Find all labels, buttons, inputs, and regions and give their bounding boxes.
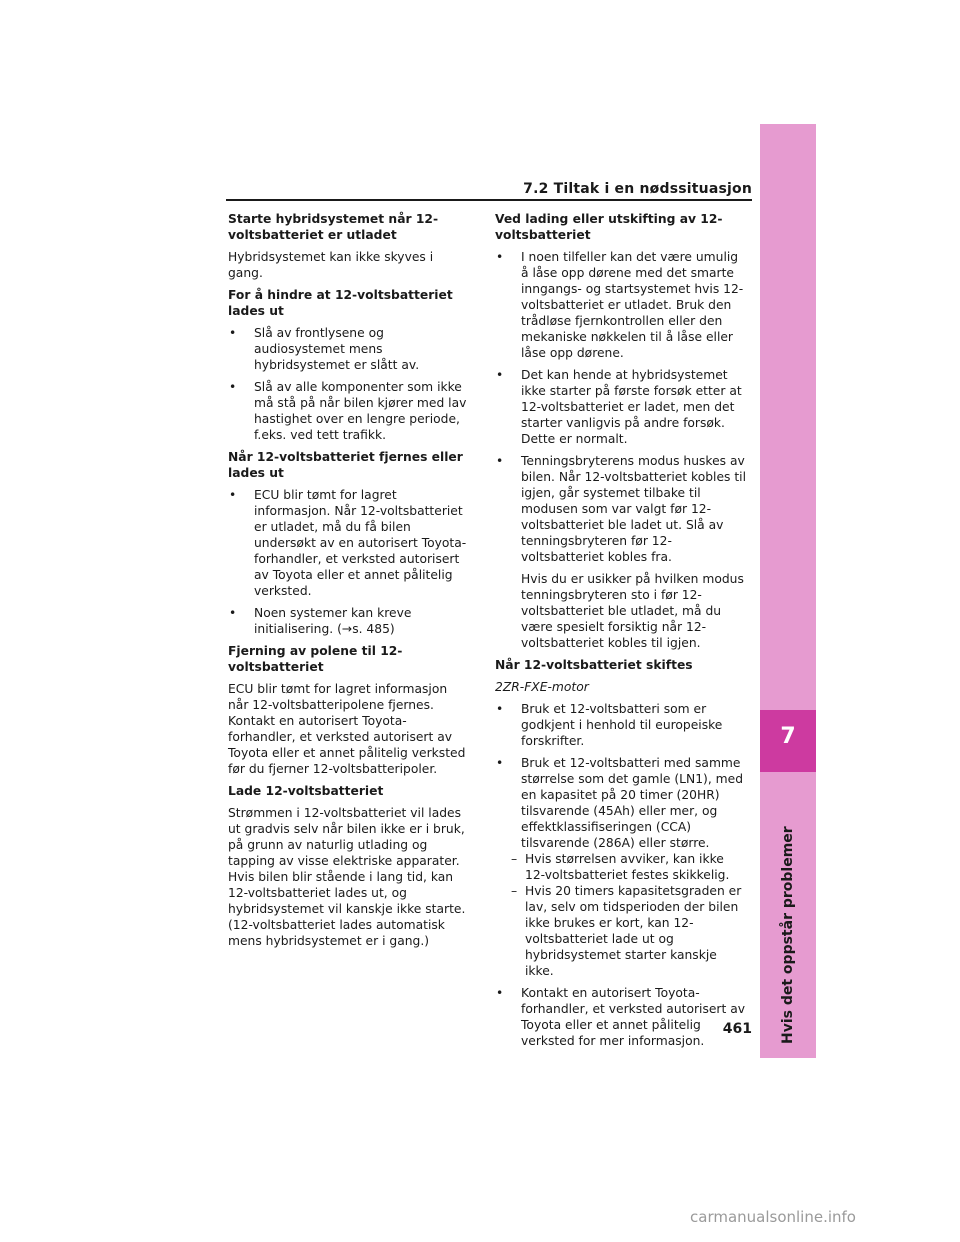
list-item: • ECU blir tømt for lagret informasjon. Når 12-voltsbatteriet er utladet, må du få bilen undersøkt av en autorisert Toyota-forhandler, et verksted autorisert av Toyota eller et annet pålitelig verksted.: [228, 487, 468, 599]
page-number: 461: [722, 1021, 752, 1037]
watermark: carmanualsonline.info: [690, 1208, 856, 1226]
heading-charging-replacing: Ved lading eller utskifting av 12-voltsbatteriet: [495, 212, 723, 242]
list-item: • I noen tilfeller kan det være umulig å låse opp dørene med det smarte inngangs- og startsystemet hvis 12-voltsbatteriet er utladet. Bruk den trådløse fjernkontrollen eller den mekaniske nøkkelen til å låse eller låse opp dørene.: [495, 249, 747, 361]
chapter-number: 7: [780, 724, 796, 749]
dash-list: [511, 851, 747, 979]
list-item: • Slå av frontlysene og audiosystemet mens hybridsystemet er slått av.: [228, 325, 468, 373]
engine-subheading: 2ZR-FXE-motor: [495, 680, 589, 694]
paragraph: Hybridsystemet kan ikke skyves i gang.: [228, 250, 434, 280]
heading-start-hybrid: Starte hybridsystemet når 12-voltsbatteriet er utladet: [228, 212, 439, 242]
section-header-title: 7.2 Tiltak i en nødssituasjon: [523, 181, 752, 197]
list-item: [495, 453, 747, 651]
heading-battery-removed: Når 12-voltsbatteriet fjernes eller lades ut: [228, 450, 463, 480]
heading-prevent-discharge: For å hindre at 12-voltsbatteriet lades ut: [228, 288, 453, 318]
heading-battery-replaced: Når 12-voltsbatteriet skiftes: [495, 658, 693, 672]
heading-remove-terminals: Fjerning av polene til 12-voltsbatteriet: [228, 644, 403, 674]
chapter-title: Hvis det oppstår problemer: [780, 826, 796, 1044]
bullet-list: [495, 249, 747, 651]
bullet-list: [228, 325, 468, 443]
list-item: [495, 755, 747, 979]
list-item: • Kontakt en autorisert Toyota-forhandler, et verksted autorisert av Toyota eller et annet pålitelig verksted for mer informasjon.: [495, 985, 747, 1049]
paragraph: Strømmen i 12-voltsbatteriet vil lades ut gradvis selv når bilen ikke er i bruk, på grunn av naturlig utlading og tapping av visse elektriske apparater. Hvis bilen blir stående i lang tid, kan 12-voltsbatteriet lades ut, og hybridsystemet vil kanskje ikke starte. (12-voltsbatteriet lades automatisk mens hybridsystemet er i gang.): [228, 806, 466, 948]
bullet-list: [495, 701, 747, 1049]
list-item: • Bruk et 12-voltsbatteri som er godkjent i henhold til europeiske forskrifter.: [495, 701, 747, 749]
header-divider: [226, 199, 752, 201]
list-item: • Det kan hende at hybridsystemet ikke starter på første forsøk etter at 12-voltsbatteriet er ladet, men det starter vanligvis på andre forsøk. Dette er normalt.: [495, 367, 747, 447]
heading-charge-battery: Lade 12-voltsbatteriet: [228, 784, 384, 798]
list-item-text: Tenningsbryterens modus huskes av bilen. Når 12-voltsbatteriet kobles til igjen, går systemet tilbake til modusen som var valgt før 12-voltsbatteriet ble ladet ut. Slå av tenningsbryteren før 12-voltsbatteriet kobles fra.: [521, 454, 746, 564]
bullet-list: [228, 487, 468, 637]
list-item-subparagraph: Hvis du er usikker på hvilken modus tenningsbryteren sto i før 12-voltsbatteriet ble utladet, må du være spesielt forsiktig når 12-voltsbatteriet kobles til igjen.: [521, 572, 744, 650]
left-column: [228, 211, 468, 955]
right-column: [495, 211, 747, 1055]
dash-item: – Hvis 20 timers kapasitetsgraden er lav, selv om tidsperioden der bilen ikke brukes er kort, kan 12-voltsbatteriet lade ut og hybridsystemet starter kanskje ikke.: [511, 883, 747, 979]
list-item: • Slå av alle komponenter som ikke må stå på når bilen kjører med lav hastighet over en lengre periode, f.eks. ved tett trafikk.: [228, 379, 468, 443]
dash-item: – Hvis størrelsen avviker, kan ikke 12-voltsbatteriet festes skikkelig.: [511, 851, 747, 883]
paragraph: ECU blir tømt for lagret informasjon når 12-voltsbatteripolene fjernes. Kontakt en autorisert Toyota-forhandler, et verksted autorisert av Toyota eller et annet pålitelig verksted før du fjerner 12-voltsbatteripoler.: [228, 682, 466, 776]
list-item-text: Bruk et 12-voltsbatteri med samme størrelse som det gamle (LN1), med en kapasitet på 20 timer (20HR) tilsvarende (45Ah) eller mer, og effektklassifiseringen (CCA) tilsvarende (286A) eller større.: [521, 756, 744, 850]
list-item: • Noen systemer kan kreve initialisering. (→s. 485): [228, 605, 468, 637]
